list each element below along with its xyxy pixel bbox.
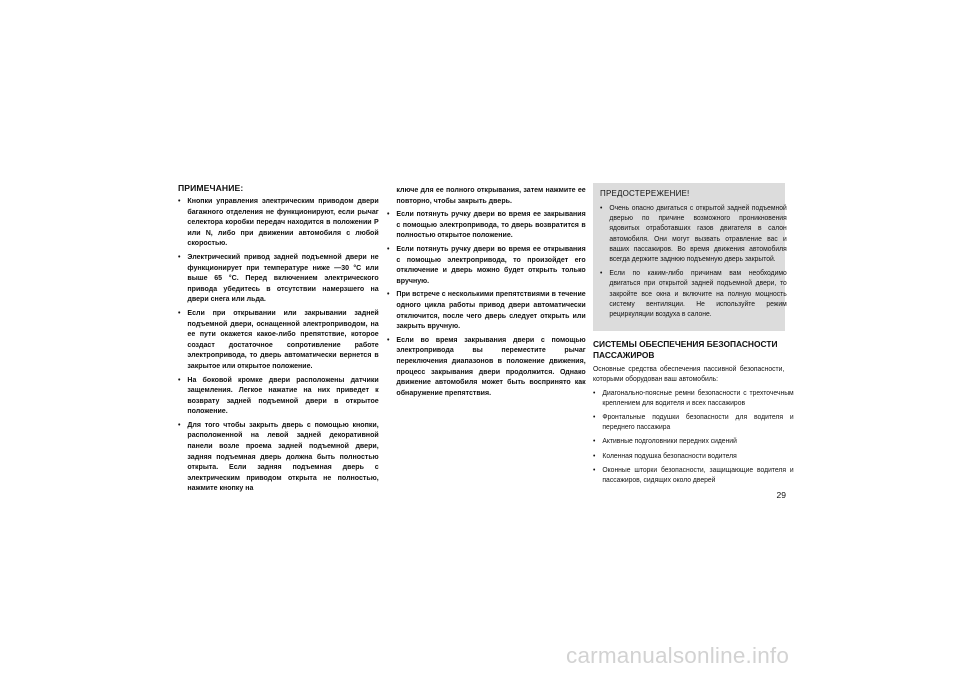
safety-item: • Коленная подушка безопасности водителя — [593, 451, 794, 461]
section-heading — [593, 339, 785, 361]
safety-item: • Диагонально-поясные ремни безопасности с трехточечным креплением для водителя и всех пассажиров — [593, 388, 794, 408]
note-title: ПРИМЕЧАНИЕ: — [178, 183, 244, 193]
section-intro: Основные средства обеспечения пассивной безопасности, которыми оборудован ваш автомобиль: — [593, 364, 785, 384]
page-number: 29 — [776, 490, 786, 500]
safety-item: • Оконные шторки безопасности, защищающие водителя и пассажиров, сидящих около дверей — [593, 465, 794, 485]
note-column-middle — [387, 185, 586, 401]
right-column — [593, 183, 794, 489]
note-item: • Если во время закрывания двери с помощью электропривода вы переместите рычаг переключения диапазонов в положение движения, процесс закрывания двери продолжится. Однако движение автомобиля может быть воспринято как обнаружение препятствия. — [387, 335, 586, 399]
warning-item: • Очень опасно двигаться с открытой задней подъемной дверью по причине возможного проникновения ядовитых отработавших газов двигателя в салон автомобиля. Они могут вызвать отравление вас и ваших пассажиров. Во время движения автомобиля всегда держите заднюю подъемную дверь закрытой. — [600, 203, 787, 264]
note-item: • На боковой кромке двери расположены датчики защемления. Легкое нажатие на них приведет к возврату задней подъемной двери в открытое положение. — [178, 375, 379, 417]
warning-box — [593, 183, 785, 331]
warning-list — [600, 203, 787, 319]
warning-item: • Если по каким-либо причинам вам необходимо двигаться при открытой задней подъемной двери, то закройте все окна и включите на полную мощность систему вентиляции. Не используйте режим рециркуляции воздуха в салоне. — [600, 268, 787, 319]
section-heading-line: СИСТЕМЫ ОБЕСПЕЧЕНИЯ БЕЗОПАСНОСТИ — [593, 339, 778, 350]
note-list-continued — [387, 209, 586, 398]
note-item: • Если потянуть ручку двери во время ее закрывания с помощью электропривода, то дверь возвратится в полностью открытое положение. — [387, 209, 586, 241]
section-heading-line: ПАССАЖИРОВ — [593, 350, 655, 361]
note-item: • Электрический привод задней подъемной двери не функционирует при температуре ниже —30 °С или выше 65 °С. Перед включением электрического привода убедитесь в отсутствии намерзшего на двери снега или льда. — [178, 252, 379, 305]
safety-item: • Фронтальные подушки безопасности для водителя и переднего пассажира — [593, 412, 794, 432]
note-column-left — [178, 183, 379, 497]
note-item: • Если при открывании или закрывании задней подъемной двери, оснащенной электроприводом, на ее пути окажется какое-либо препятствие, которое создаст достаточное сопротивление работе электропривода, то дверь автоматически вернется в закрытое или открытое положение. — [178, 308, 379, 372]
note-item: • При встрече с несколькими препятствиями в течение одного цикла работы привод двери автоматически отключится, после чего дверь следует открыть или закрыть вручную. — [387, 289, 586, 331]
note-item: • Если потянуть ручку двери во время ее открывания с помощью электропривода, то произойдет его отключение и дверь можно будет открыть только вручную. — [387, 244, 586, 286]
note-continuation: ключе для ее полного открывания, затем нажмите ее повторно, чтобы закрыть дверь. — [396, 185, 586, 205]
note-list — [178, 196, 379, 494]
watermark-link[interactable]: carmanualsonline.info — [566, 643, 790, 668]
warning-title: ПРЕДОСТЕРЕЖЕНИЕ! — [600, 189, 690, 198]
note-item: • Кнопки управления электрическим приводом двери багажного отделения не функционируют, если рычаг селектора коробки передач находится в положении P или N, либо при движении автомобиля с любой скоростью. — [178, 196, 379, 249]
safety-list — [593, 387, 794, 486]
safety-item: • Активные подголовники передних сидений — [593, 436, 794, 446]
note-item: • Для того чтобы закрыть дверь с помощью кнопки, расположенной на левой задней декоративной панели возле проема задней подъемной двери, задняя подъемная дверь должна быть полностью открыта. Если задняя подъемная дверь с электрическим приводом открыта не полностью, нажмите кнопку на — [178, 420, 379, 494]
